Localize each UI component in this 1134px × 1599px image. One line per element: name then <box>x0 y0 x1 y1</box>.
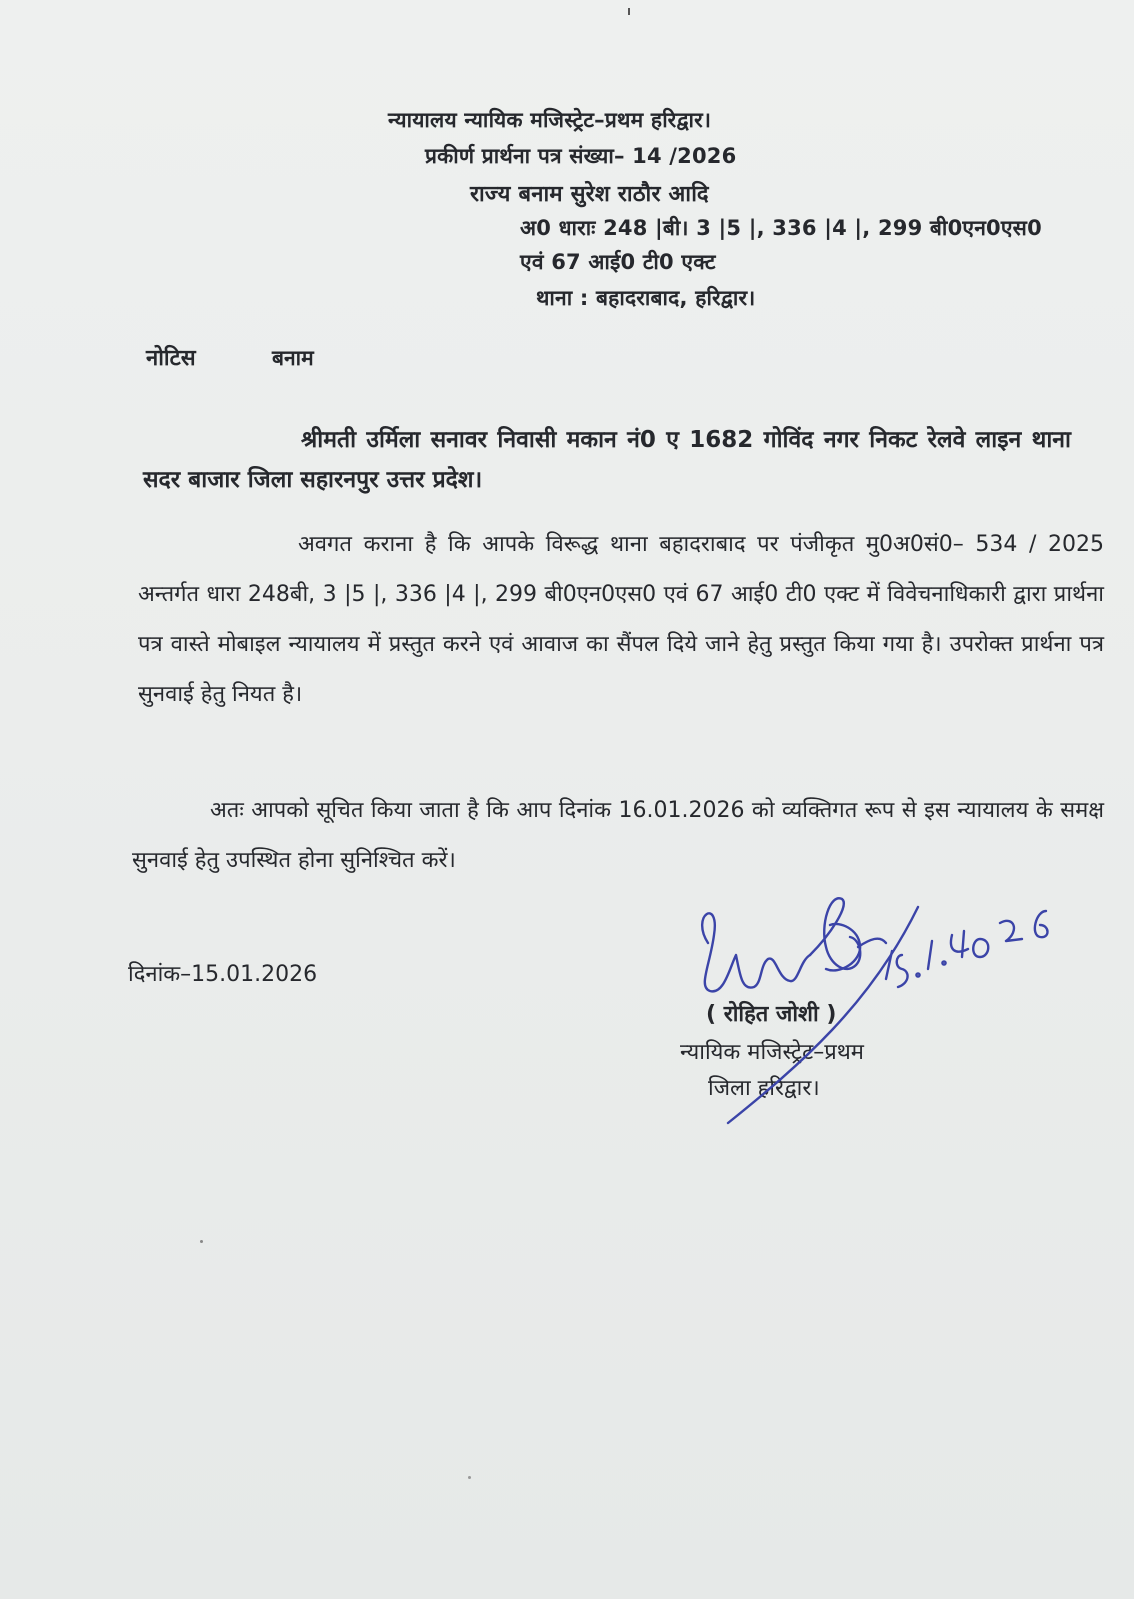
signatory-name: ( रोहित जोशी ) <box>706 1002 837 1027</box>
body-paragraph-2: अतः आपको सूचित किया जाता है कि आप दिनांक 16.01.2026 को व्यक्तिगत रूप से इस न्यायालय के समक्ष सुनवाई हेतु उपस्थित होना सुनिश्चित करें। <box>132 798 1104 873</box>
body-paragraph-1: अवगत कराना है कि आपके विरूद्ध थाना बहादराबाद पर पंजीकृत मु0अ0सं0– 534 / 2025 अन्तर्गत धारा 248बी, 3 |5 |, 336 |4 |, 299 बी0एन0एस0 एवं 67 आई0 टी0 एक्ट में विवेचनाधिकारी द्वारा प्रार्थना पत्र वास्ते मोबाइल न्यायालय में प्रस्तुत करने एवं आवाज का सैंपल दिये जाने हेतु प्रस्तुत किया गया है। उपरोक्त प्रार्थना पत्र सुनवाई हेतु नियत है। <box>138 532 1104 707</box>
handwritten-signature <box>680 895 1100 1155</box>
paper-speck <box>628 8 630 15</box>
sections-line-1: अ0 धाराः 248 |बी। 3 |5 |, 336 |4 |, 299 बी0एन0एस0 <box>520 216 1042 240</box>
issue-date: दिनांक–15.01.2026 <box>128 962 318 987</box>
misc-application-number: प्रकीर्ण प्रार्थना पत्र संख्या– 14 /2026 <box>425 144 737 168</box>
case-title: राज्य बनाम सुरेश राठौर आदि <box>470 182 709 207</box>
signatory-district: जिला हरिद्वार। <box>708 1076 820 1101</box>
police-station: थाना : बहादराबाद, हरिद्वार। <box>536 286 756 310</box>
notice-label: नोटिस <box>146 346 196 371</box>
signatory-designation: न्यायिक मजिस्ट्रेट–प्रथम <box>680 1040 864 1065</box>
sections-line-2: एवं 67 आई0 टी0 एक्ट <box>520 250 716 274</box>
court-name: न्यायालय न्यायिक मजिस्ट्रेट–प्रथम हरिद्वार। <box>388 108 712 132</box>
paper-speck <box>200 1240 203 1243</box>
addressee: श्रीमती उर्मिला सनावर निवासी मकान नं0 ए 1682 गोविंद नगर निकट रेलवे लाइन थाना सदर बाजार जिला सहारनपुर उत्तर प्रदेश। <box>143 427 1071 493</box>
versus-label: बनाम <box>272 346 314 370</box>
paper-speck <box>468 1476 471 1479</box>
